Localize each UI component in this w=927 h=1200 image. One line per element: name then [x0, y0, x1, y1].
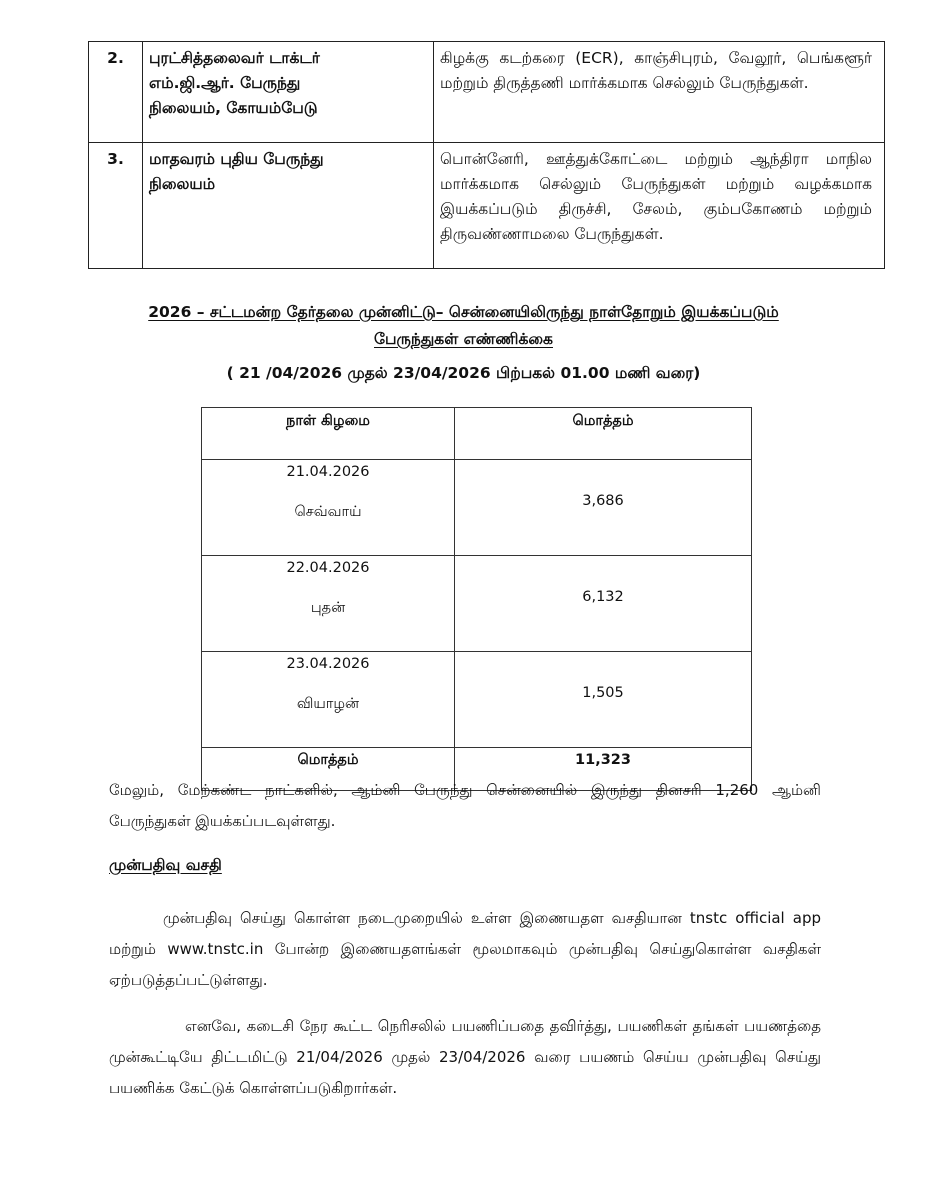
route-description: பொன்னேரி, ஊத்துக்கோட்டை மற்றும் ஆந்திரா மாநில மார்க்கமாக செல்லும் பேருந்துகள் மற்றும் வழக்கமாக இயக்கப்படும் திருச்சி, சேலம், கும்பகோணம் மற்றும் திருவண்ணாமலை பேருந்துகள்.	[434, 143, 885, 269]
booking-paragraph-text: முன்பதிவு செய்து கொள்ள நடைமுறையில் உள்ள இணையதள வசதியான tnstc official app மற்றும் www.tnstc.in போன்ற இணையதளங்கள் மூலமாகவும் முன்பதிவு செய்துகொள்ள வசதிகள் ஏற்படுத்தப்பட்டுள்ளது.	[109, 909, 821, 989]
weekday: செவ்வாய்	[294, 504, 362, 520]
weekday: வியாழன்	[296, 696, 360, 712]
column-header-total: மொத்தம்	[455, 408, 752, 460]
serial-number: 3.	[89, 143, 143, 269]
day-cell	[202, 652, 455, 748]
bus-count: 3,686	[455, 460, 752, 556]
closing-paragraph-text: எனவே, கடைசி நேர கூட்ட நெரிசலில் பயணிப்பதை தவிர்த்து, பயணிகள் தங்கள் பயணத்தை முன்கூட்டியே திட்டமிட்டு 21/04/2026 முதல் 23/04/2026 வரை பயணம் செய்ய முன்பதிவு செய்து பயணிக்க கேட்டுக் கொள்ளப்படுகிறார்கள்.	[109, 1017, 821, 1097]
closing-paragraph	[109, 1011, 821, 1104]
section-heading: 2026 – சட்டமன்ற தேர்தலை முன்னிட்டு– சென்னையிலிருந்து நாள்தோறும் இயக்கப்படும்	[148, 303, 779, 321]
total-value: 11,323	[455, 748, 752, 791]
date: 23.04.2026	[286, 656, 370, 672]
omni-bus-paragraph: மேலும், மேற்கண்ட நாட்களில், ஆம்னி பேருந்து சென்னையில் இருந்து தினசரி 1,260 ஆம்னி பேருந்துகள் இயக்கப்படவுள்ளது.	[109, 781, 821, 830]
table-row	[89, 42, 885, 143]
date: 22.04.2026	[286, 560, 370, 576]
weekday: புதன்	[310, 600, 346, 616]
day-cell	[202, 556, 455, 652]
bus-stand-routes-table	[88, 41, 885, 269]
total-label: மொத்தம்	[202, 748, 455, 791]
table-row	[202, 460, 752, 556]
table-row	[89, 143, 885, 269]
table-row	[202, 556, 752, 652]
daily-bus-count-table	[201, 407, 752, 791]
bus-count: 6,132	[455, 556, 752, 652]
date: 21.04.2026	[286, 464, 370, 480]
section-heading-continued: பேருந்துகள் எண்ணிக்கை	[374, 330, 553, 348]
booking-section-title: முன்பதிவு வசதி	[109, 856, 222, 874]
bus-stand-name: புரட்சித்தலைவர் டாக்டர் எம்.ஜி.ஆர். பேருந்து நிலையம், கோயம்பேடு	[143, 42, 434, 143]
bus-stand-name: மாதவரம் புதிய பேருந்து நிலையம்	[143, 143, 434, 269]
table-row	[202, 652, 752, 748]
booking-paragraph	[109, 903, 821, 996]
date-range-subheading: ( 21 /04/2026 முதல் 23/04/2026 பிற்பகல் 01.00 மணி வரை)	[226, 364, 701, 382]
table-header-row	[202, 408, 752, 460]
route-description: கிழக்கு கடற்கரை (ECR), காஞ்சிபுரம், வேலூர், பெங்களூர் மற்றும் திருத்தணி மார்க்கமாக செல்லும் பேருந்துகள்.	[434, 42, 885, 143]
serial-number: 2.	[89, 42, 143, 143]
bus-count: 1,505	[455, 652, 752, 748]
day-cell	[202, 460, 455, 556]
column-header-day: நாள் கிழமை	[202, 408, 455, 460]
